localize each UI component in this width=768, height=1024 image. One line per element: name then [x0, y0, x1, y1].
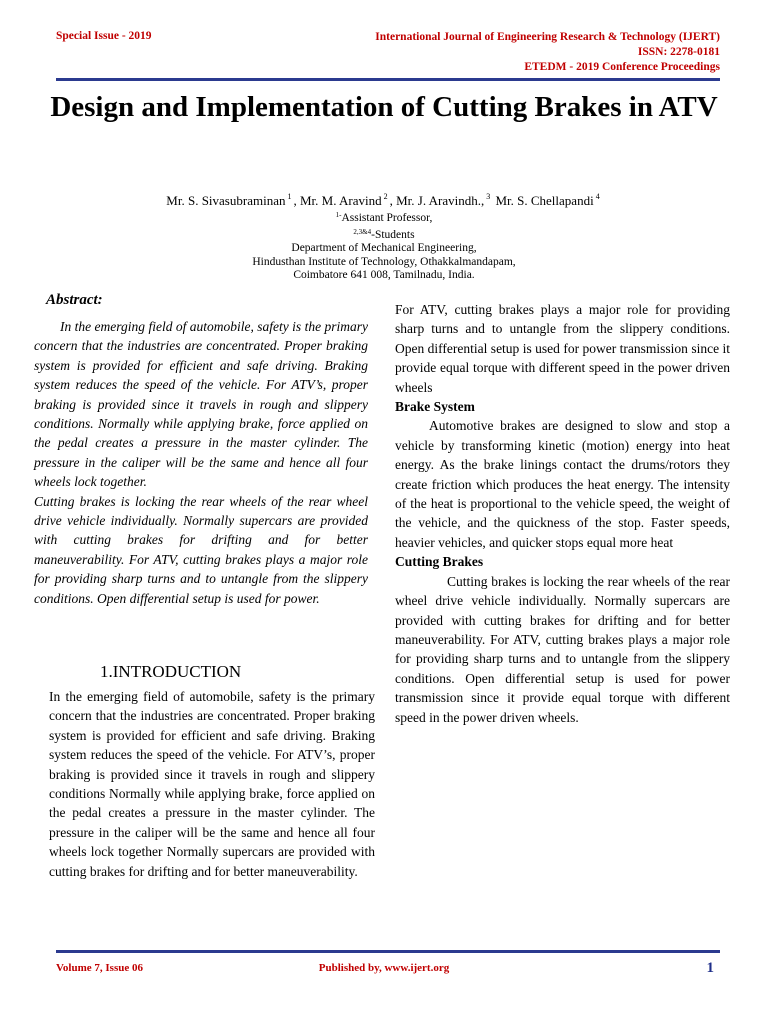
- footer-divider: [56, 950, 720, 953]
- right-paragraph-1: For ATV, cutting brakes plays a major role for providing sharp turns and to untangle from the slippery conditions. Open differential setup is used for power transmission since it provide equal torque with different speed in the power driven wheels: [395, 302, 730, 395]
- introduction-paragraph-1: In the emerging field of automobile, safety is the primary concern that the industries are concentrated. Proper braking system is provided for efficient and safe driving. Braking system reduces the speed of the vehicle. For ATV’s, proper braking is provided since it travels in rough and slippery conditions Normally while applying brake, force applied on the pedal creates a pressure in the master cylinder. The pressure in the caliper will be the same and hence all four wheels lock together Normally supercars are provided with cutting brakes for drifting and for better maneuverability.: [49, 689, 375, 879]
- paper-title: Design and Implementation of Cutting Brakes in ATV: [50, 91, 718, 123]
- footer-volume: Volume 7, Issue 06: [56, 962, 143, 974]
- role-2-text: -Students: [371, 228, 415, 241]
- header-proceedings: ETEDM - 2019 Conference Proceedings: [524, 61, 720, 73]
- affiliation-institute: Hindusthan Institute of Technology, Othakkalmandapam,: [252, 255, 516, 268]
- cutting-brakes-paragraph: Cutting brakes is locking the rear wheels of the rear wheel drive vehicle individually. Normally supercars are provided with cutting brakes for drifting and for better maneuverability. For ATV, cutting brakes plays a major role for providing sharp turns and to untangle from the slippery conditions. Open differential setup is used for power transmission since it provide equal torque with different speed in the power driven wheels.: [395, 573, 730, 725]
- author-3-sup: 3: [486, 192, 491, 201]
- role-1-sup: 1-: [335, 211, 342, 219]
- cutting-brakes-heading: Cutting Brakes: [395, 554, 484, 570]
- affiliation-role-2: [0, 226, 768, 243]
- affiliation-city: Coimbatore 641 008, Tamilnadu, India.: [293, 269, 475, 281]
- abstract-paragraph-2: Cutting brakes is locking the rear wheels of the rear wheel drive vehicle individually. Normally supercars are provided with cutting brakes for drifting and for better maneuverability. For ATV, cutting brakes plays a major role for providing sharp turns and to untangle from the slippery conditions. Open differential setup is used for power.: [34, 493, 368, 606]
- brake-system-paragraph: Automotive brakes are designed to slow and stop a vehicle by transforming kinetic (motion) energy into heat energy. As the brake linings contact the drums/rotors they create friction which produces the heat energy. The intensity of the heat is proportional to the vehicle speed, the weight of the vehicle, and the quickness of the stop. Faster speeds, heavier vehicles, and quicker stops equal more heat: [395, 418, 730, 550]
- abstract-body: [34, 317, 368, 608]
- brake-system-heading: Brake System: [395, 399, 475, 415]
- role-1-text: Assistant Professor,: [341, 212, 433, 224]
- author-1: Mr. S. Sivasubraminan: [166, 193, 286, 208]
- author-4-sup: 4: [595, 192, 600, 201]
- page-number: 1: [706, 960, 714, 976]
- affiliation-role-1: [0, 209, 768, 226]
- author-2-sup: 2: [383, 192, 388, 201]
- abstract-heading: Abstract:: [46, 292, 103, 308]
- affiliation-department: Department of Mechanical Engineering,: [291, 242, 477, 254]
- author-3: , Mr. J. Aravindh.,: [389, 193, 485, 208]
- abstract-paragraph-1: In the emerging field of automobile, safety is the primary concern that the industries are concentrated. Proper braking system is provided for efficient and safe driving. Braking system reduces the speed of the vehicle. For ATV’s, proper braking is provided since it travels in rough and slippery conditions. Normally while applying brake, force applied on the pedal creates a pressure in the master cylinder. The pressure in the caliper will be the same and hence all four wheels lock together.: [34, 319, 368, 490]
- header-journal-name: International Journal of Engineering Research & Technology (IJERT): [375, 31, 720, 43]
- author-line: [0, 190, 768, 208]
- introduction-heading: 1.INTRODUCTION: [100, 662, 242, 681]
- header-special-issue: Special Issue - 2019: [56, 30, 152, 42]
- author-2: , Mr. M. Aravind: [293, 193, 382, 208]
- header-journal-block: [375, 30, 720, 75]
- footer-publisher: Published by, www.ijert.org: [318, 962, 450, 974]
- role-2-sup: 2,3&4: [353, 227, 372, 236]
- introduction-body: [49, 687, 375, 881]
- header-divider: [56, 78, 720, 81]
- affiliation-block: [0, 209, 768, 283]
- right-column: [395, 300, 730, 727]
- header-issn: ISSN: 2278-0181: [637, 46, 720, 58]
- author-4: Mr. S. Chellapandi: [492, 193, 594, 208]
- author-1-sup: 1: [287, 192, 292, 201]
